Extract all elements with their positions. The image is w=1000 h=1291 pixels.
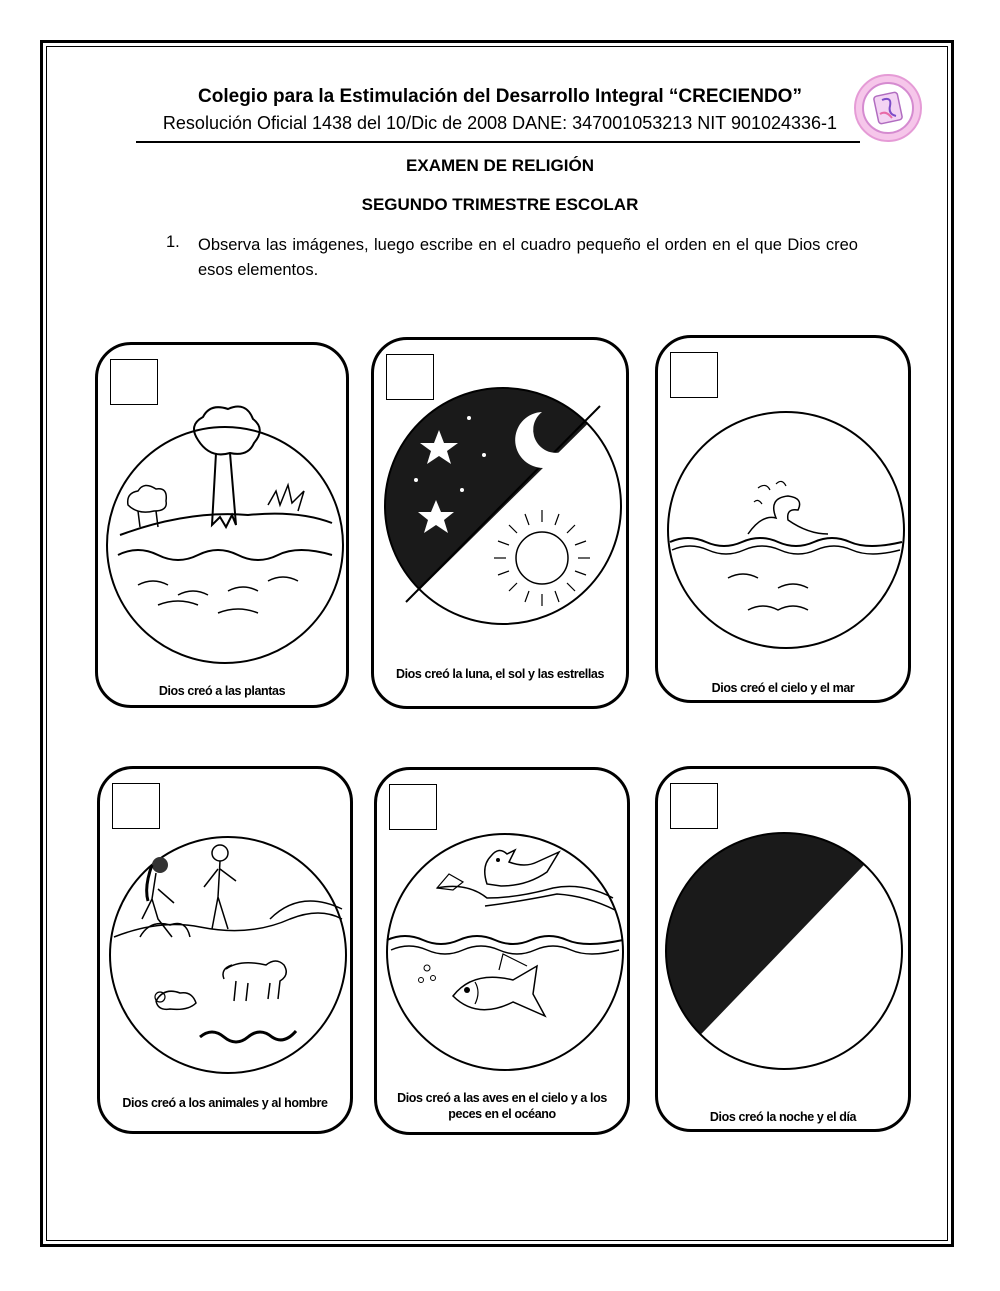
- animals-humans-icon: [100, 769, 356, 1137]
- birds-fish-icon: [377, 770, 633, 1138]
- card-caption: Dios creó el cielo y el mar: [711, 681, 855, 695]
- card-night-day: [655, 766, 911, 1132]
- sky-sea-icon: [658, 338, 914, 706]
- card-caption: Dios creó a las aves en el cielo y a los peces en el océano: [397, 1091, 607, 1121]
- card-animals-humans: [97, 766, 353, 1134]
- card-caption: Dios creó a los animales y al hombre: [122, 1096, 328, 1110]
- card-caption: Dios creó a las plantas: [158, 684, 286, 698]
- night-day-icon: [658, 769, 914, 1135]
- card-moon-sun-stars: [371, 337, 629, 709]
- question-number: 1.: [166, 233, 180, 251]
- card-caption: Dios creó la noche y el día: [709, 1110, 857, 1124]
- question-text: Observa las imágenes, luego escribe en el cuadro pequeño el orden en el que Dios creo esos elementos.: [198, 236, 858, 279]
- school-logo-icon: [852, 74, 924, 142]
- school-resolution: Resolución Oficial 1438 del 10/Dic de 2008 DANE: 347001053213 NIT 901024336-1: [162, 113, 838, 133]
- exam-title: EXAMEN DE RELIGIÓN: [406, 156, 594, 175]
- moon-sun-stars-icon: [374, 340, 632, 712]
- exam-subtitle: SEGUNDO TRIMESTRE ESCOLAR: [361, 195, 639, 214]
- card-caption: Dios creó la luna, el sol y las estrellas: [395, 667, 604, 681]
- plants-scene-icon: [98, 345, 352, 711]
- card-birds-fish: [374, 767, 630, 1135]
- card-plants: [95, 342, 349, 708]
- header-divider: [136, 141, 860, 143]
- card-sky-sea: [655, 335, 911, 703]
- school-name: Colegio para la Estimulación del Desarrollo Integral “CRECIENDO”: [198, 86, 802, 107]
